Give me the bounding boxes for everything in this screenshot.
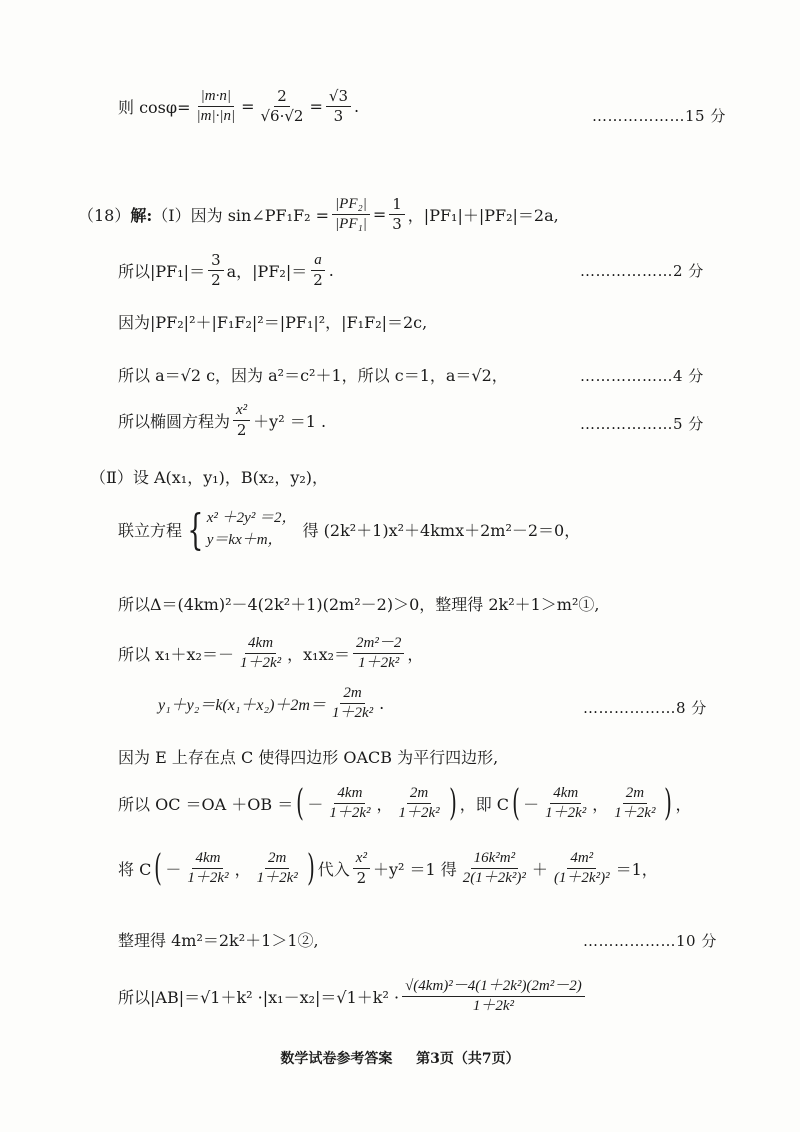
pf-values-line bbox=[118, 252, 334, 290]
fraction-oc-x: $\frac{4km}{\text{1＋2k²}}$ bbox=[329, 785, 371, 822]
comma: ， bbox=[407, 645, 424, 665]
q18-solution-label: 解: bbox=[130, 206, 153, 226]
period: . bbox=[328, 261, 334, 281]
left-brace: { bbox=[187, 504, 204, 554]
fraction-product-roots: $\frac{\text{2m²－2}}{\text{1＋2k²}}$ bbox=[353, 635, 404, 673]
substitute-end: ＝1， bbox=[615, 860, 658, 880]
substitute-prefix: 将 C bbox=[118, 860, 152, 880]
parallelogram-line: 因为 E 上存在点 C 使得四边形 OACB 为平行四边形, bbox=[118, 748, 499, 767]
cos-phi-prefix: 则 cosφ= bbox=[118, 98, 191, 118]
score-4: ………………4 分 bbox=[580, 367, 704, 385]
ab-length-line bbox=[118, 978, 588, 1016]
fraction-y-sum: $\frac{2m}{\text{1＋2k²}}$ bbox=[331, 685, 374, 722]
fraction-sub-y: $\frac{2m}{\text{1＋2k²}}$ bbox=[256, 850, 298, 887]
cos-phi-fraction-3: $\frac{√3}{3}$ bbox=[326, 88, 351, 126]
equals-sign: = bbox=[372, 205, 387, 225]
q18-header-line bbox=[78, 196, 559, 234]
fraction-sub-x: $\frac{4km}{\text{1＋2k²}}$ bbox=[187, 850, 229, 887]
simplify-line: 整理得 4m²＝2k²＋1＞1②, bbox=[118, 931, 319, 950]
comma: ， bbox=[376, 795, 393, 815]
vector-prefix: 所以 OC ＝OA ＋OB ＝ bbox=[118, 795, 294, 815]
fraction-c-y: $\frac{2m}{\text{1＋2k²}}$ bbox=[614, 785, 656, 822]
substitute-mid2: ＋y² ＝1 得 bbox=[372, 860, 457, 880]
score-8: ………………8 分 bbox=[583, 699, 707, 717]
system-eq-1: x² ＋2y² ＝2， bbox=[206, 510, 297, 526]
right-paren: ) bbox=[448, 782, 457, 824]
fraction-a-half: $\frac{a}{2}$ bbox=[313, 252, 323, 290]
system-eq-2: y＝kx＋m， bbox=[206, 531, 283, 548]
equals-sign: = bbox=[241, 97, 255, 117]
y-sum-line bbox=[158, 685, 384, 723]
system-equations-line bbox=[118, 504, 581, 554]
score-5: ………………5 分 bbox=[580, 415, 704, 433]
vieta-mid: ，x₁x₂＝ bbox=[287, 645, 351, 665]
score-15: ………………15 分 bbox=[592, 107, 726, 125]
substitute-mid1: 代入 bbox=[317, 860, 350, 880]
q18-fraction-third: $\frac{1}{3}$ bbox=[389, 196, 405, 234]
system-block bbox=[207, 508, 297, 552]
vector-mid: ，即 C bbox=[459, 795, 510, 815]
fraction-16k2m2: $\frac{\text{16k²m²}}{\text{2(1＋2k²)²}}$ bbox=[462, 850, 526, 887]
equals-sign: = bbox=[309, 97, 323, 117]
left-paren: ( bbox=[154, 847, 163, 889]
fraction-sum-roots: $\frac{4km}{\text{1＋2k²}}$ bbox=[239, 635, 282, 672]
comma: ， bbox=[234, 860, 251, 880]
fraction-x2-over-2: $\frac{\text{x²}}{2}$ bbox=[233, 402, 250, 440]
y-sum-prefix: y₁＋y₂＝k(x₁＋x₂)＋2m＝ bbox=[158, 697, 326, 715]
score-2: ………………2 分 bbox=[580, 262, 704, 280]
comma: ， bbox=[592, 795, 609, 815]
plus-sign: ＋ bbox=[531, 860, 548, 880]
period: . bbox=[354, 97, 360, 117]
right-paren: ) bbox=[664, 782, 673, 824]
quadratic-result: 得 (2k²＋1)x²＋4kmx＋2m²－2＝0， bbox=[302, 521, 581, 541]
vieta-line bbox=[118, 635, 423, 673]
vieta-prefix: 所以 x₁＋x₂＝－ bbox=[118, 645, 234, 665]
left-paren: ( bbox=[296, 782, 305, 824]
system-prefix: 联立方程 bbox=[118, 521, 183, 541]
page-footer bbox=[0, 1048, 800, 1068]
score-10: ………………10 分 bbox=[583, 932, 717, 950]
pythagoras-line: 因为|PF₂|²＋|F₁F₂|²＝|PF₁|²，|F₁F₂|＝2c, bbox=[118, 313, 428, 332]
fraction-oc-y: $\frac{2m}{\text{1＋2k²}}$ bbox=[398, 785, 440, 822]
part2-setup-line: （Ⅱ）设 A(x₁，y₁)，B(x₂，y₂)， bbox=[90, 468, 329, 487]
ellipse-equation-line bbox=[118, 402, 326, 440]
left-paren: ( bbox=[512, 782, 520, 824]
pf-mid-text: a，|PF₂|＝ bbox=[226, 262, 308, 282]
period: . bbox=[379, 694, 385, 714]
q18-tail-text: ，|PF₁|＋|PF₂|＝2a, bbox=[407, 206, 559, 226]
q18-label: （18） bbox=[78, 206, 131, 226]
discriminant-line: 所以Δ＝(4km)²－4(2k²＋1)(2m²－2)＞0，整理得 2k²＋1＞m²①, bbox=[118, 595, 600, 614]
cos-phi-fraction-2: $\frac{2}{√6\cdot√2}$ bbox=[260, 87, 304, 126]
fraction-three-halves: $\frac{3}{2}$ bbox=[208, 252, 224, 290]
ab-prefix: 所以|AB|＝√1＋k² ·|x₁－x₂|＝√1＋k² · bbox=[118, 988, 400, 1008]
footer-title: 数学试卷参考答案 bbox=[280, 1051, 393, 1067]
minus-sign: － bbox=[523, 795, 540, 815]
q18-fraction-pf: $\frac{\text{|PF₂|}}{\text{|PF₁|}}$ bbox=[332, 196, 370, 234]
pf-prefix: 所以|PF₁|＝ bbox=[118, 262, 206, 282]
comma: ， bbox=[675, 795, 692, 815]
ellipse-prefix: 所以椭圆方程为 bbox=[118, 412, 231, 432]
minus-sign: － bbox=[307, 795, 324, 815]
q18-part1-text: （Ⅰ）因为 sin∠PF₁F₂ = bbox=[152, 206, 330, 226]
fraction-x2-over-2: $\frac{\text{x²}}{2}$ bbox=[353, 850, 370, 888]
vector-oc-line bbox=[118, 782, 692, 824]
fraction-ab-length: $\frac{\text{√(4km)²－4(1＋2k²)(2m²－2)}}{\text{1＋2k²}}$ bbox=[402, 978, 585, 1016]
fraction-4m2: $\frac{\text{4m²}}{\text{(1＋2k²)²}}$ bbox=[553, 850, 610, 887]
footer-page-number: 第3页（共7页） bbox=[416, 1051, 520, 1067]
fraction-c-x: $\frac{4km}{\text{1＋2k²}}$ bbox=[545, 785, 587, 822]
ellipse-tail: ＋y² ＝1 . bbox=[253, 412, 327, 432]
right-paren: ) bbox=[306, 847, 315, 889]
minus-sign: － bbox=[165, 860, 182, 880]
cos-phi-line bbox=[118, 88, 359, 126]
substitute-line bbox=[118, 847, 658, 889]
cos-phi-fraction-1: $\frac{|m\cdot n|}{|m|\cdot|n|}$ bbox=[196, 88, 236, 125]
a-c-values-line: 所以 a＝√2 c，因为 a²＝c²＋1，所以 c＝1，a＝√2， bbox=[118, 366, 508, 385]
